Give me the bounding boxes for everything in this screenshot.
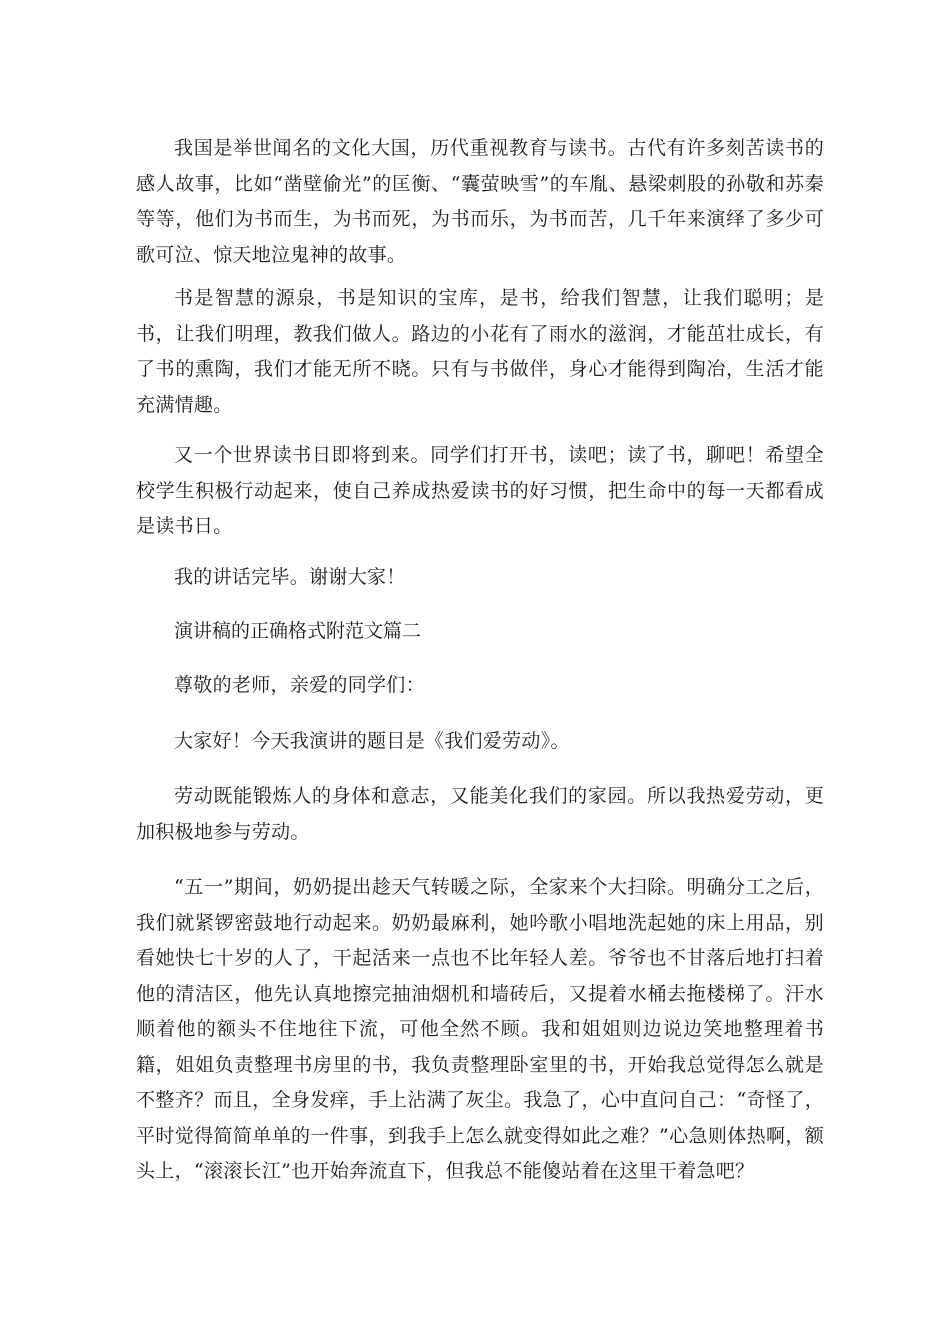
speech-salutation: 尊敬的老师，亲爱的同学们： [174, 674, 425, 696]
paragraph-closing: 我的讲话完毕。谢谢大家！ [174, 566, 406, 588]
paragraph-reading-tradition: 我国是举世闻名的文化大国，历代重视教育与读书。古代有许多刻苦读书的感人故事，比如“凿壁偷光”的匡衡、“囊萤映雪”的车胤、悬梁刺股的孙敬和苏秦等等，他们为书而生，为书而死，为书而乐，为书而苦，几千年来演绎了多少可歌可泣、惊天地泣鬼神的故事。 [136, 137, 824, 266]
paragraph-reading-day: 又一个世界读书日即将到来。同学们打开书，读吧；读了书，聊吧！希望全校学生积极行动起来，使自己养成热爱读书的好习惯，把生命中的每一天都看成是读书日。 [136, 444, 824, 537]
speech-greeting: 大家好！今天我演讲的题目是《我们爱劳动》。 [174, 730, 570, 752]
speech-paragraph-cleaning: “五一”期间，奶奶提出趁天气转暖之际，全家来个大扫除。明确分工之后，我们就紧锣密鼓地行动起来。奶奶最麻利，她吟歌小唱地洗起她的床上用品，别看她快七十岁的人了，干起活来一点也不比年轻人差。爷爷也不甘落后地打扫着他的清洁区，他先认真地擦完抽油烟机和墙砖后，又提着水桶去拖楼梯了。汗水顺着他的额头不住地往下流，可他全然不顾。我和姐姐则边说边笑地整理着书籍，姐姐负责整理书房里的书，我负责整理卧室里的书，开始我总觉得怎么就是不整齐？而且，全身发痒，手上沾满了灰尘。我急了，心中直问自己：“奇怪了，平时觉得简简单单的一件事，到我手上怎么就变得如此之难？”心急则体热啊，额头上，“滚滚长江”也开始奔流直下，但我总不能傻站着在这里干着急吧？ [136, 876, 824, 1182]
paragraph-books-wisdom: 书是智慧的源泉，书是知识的宝库，是书，给我们智慧，让我们聪明；是书，让我们明理，教我们做人。路边的小花有了雨水的滋润，才能茁壮成长，有了书的熏陶，我们才能无所不晓。只有与书做伴，身心才能得到陶冶，生活才能充满情趣。 [136, 287, 824, 416]
speech-paragraph-labor: 劳动既能锻炼人的身体和意志，又能美化我们的家园。所以我热爱劳动，更加积极地参与劳动。 [136, 785, 824, 843]
section-heading: 演讲稿的正确格式附范文篇二 [174, 620, 422, 642]
